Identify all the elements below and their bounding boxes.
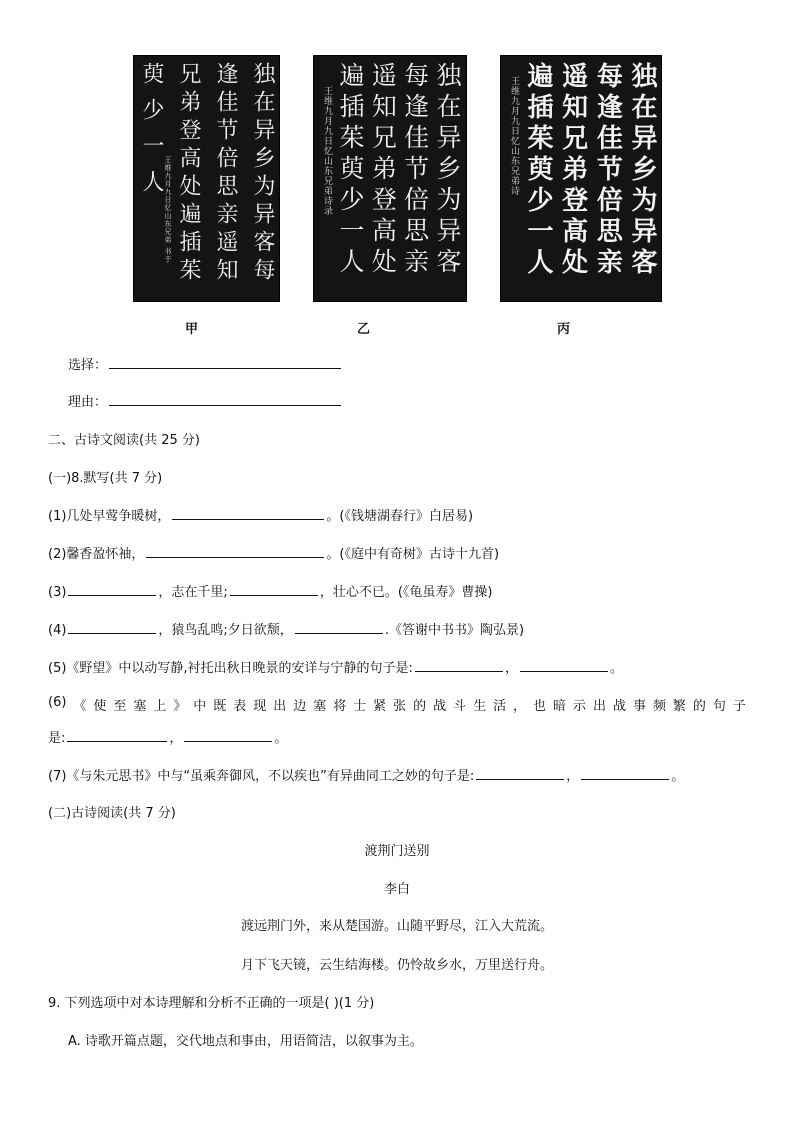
q8-6-char: 频 — [652, 699, 666, 714]
bing-column-2: 每逢佳节倍思亲 — [592, 62, 623, 279]
q8-6-char: 战 — [433, 699, 447, 714]
yi-signature: 王维九月九日忆山东兄弟诗录 — [322, 86, 332, 216]
q8-6-char: 现 — [253, 699, 267, 714]
q8-6-char: 中 — [193, 699, 207, 714]
q8-6-char: 塞 — [133, 699, 147, 714]
question-8-6-line1 — [48, 695, 746, 714]
subsection1-title: (一)8.默写(共 7 分) — [48, 471, 163, 486]
question-8-1 — [48, 505, 473, 524]
choice-blank[interactable] — [109, 354, 341, 369]
jia-column-1: 独在异乡为异客每 — [250, 62, 275, 286]
poem-line-1: 渡远荆门外，来从楚国游。山随平野尽，江入大荒流。 — [240, 919, 553, 934]
q8-7-comma: ， — [566, 769, 580, 784]
q8-6-char: 子 — [732, 699, 746, 714]
q8-2-source: 。(《庭中有奇树》古诗十九首) — [326, 547, 500, 562]
calligraphy-yi-image — [313, 55, 467, 302]
q8-6-comma: ， — [169, 731, 183, 746]
q8-6-char: 出 — [592, 699, 606, 714]
q8-6-char: 句 — [712, 699, 726, 714]
subsection2-title: (二)古诗阅读(共 7 分) — [48, 806, 176, 821]
q8-6-char: 上 — [153, 699, 167, 714]
question-8-2 — [48, 543, 499, 562]
poem-line-2: 月下飞天镜，云生结海楼。仍怜故乡水，万里送行舟。 — [240, 958, 553, 973]
question-8-4 — [48, 619, 524, 638]
caption-bing: 丙 — [557, 322, 571, 337]
q8-3-source: ，壮心不已。(《龟虽寿》曹操) — [319, 585, 493, 600]
choice-label: 选择： — [68, 358, 108, 373]
yi-column-2: 每逢佳节倍思亲 — [400, 62, 430, 279]
reason-label: 理由： — [68, 395, 108, 410]
q8-6-char: 至 — [113, 699, 127, 714]
choice-line — [68, 354, 343, 373]
question-8-3 — [48, 581, 492, 600]
bing-column-4: 遍插茱萸少一人 — [523, 62, 553, 279]
jia-column-3: 兄弟登高处遍插茱 — [176, 62, 201, 286]
q8-6-char: 紧 — [373, 699, 387, 714]
q8-6-char: 暗 — [553, 699, 567, 714]
question-8-6-line2 — [48, 727, 287, 746]
q8-6-char: 使 — [93, 699, 107, 714]
caption-yi: 乙 — [357, 322, 371, 337]
bing-signature: 王维九月九日忆山东兄弟诗 — [509, 76, 519, 196]
q8-5-comma: ， — [504, 661, 518, 676]
question-8-5 — [48, 657, 623, 676]
q8-5-blank-1[interactable] — [415, 657, 503, 672]
q8-6-char: 将 — [333, 699, 347, 714]
q8-6-char: 表 — [233, 699, 247, 714]
q8-6-char: 既 — [213, 699, 227, 714]
q8-5-period: 。 — [609, 661, 623, 676]
q8-3-blank-2[interactable] — [230, 581, 318, 596]
yi-column-4: 遍插茱萸少一人 — [336, 62, 365, 279]
yi-column-3: 遥知兄弟登高处 — [368, 62, 398, 279]
yi-column-1: 独在异乡为异客 — [432, 62, 462, 279]
q8-6-char: 战 — [612, 699, 626, 714]
q8-6-char: 》 — [173, 699, 187, 714]
q8-6-blank-1[interactable] — [67, 727, 167, 742]
q8-6-char: 张 — [393, 699, 407, 714]
q8-6-blank-2[interactable] — [184, 727, 272, 742]
q8-6-period: 。 — [274, 731, 288, 746]
q8-1-source: 。(《钱塘湖春行》白居易) — [326, 509, 474, 524]
q8-1-blank[interactable] — [172, 505, 324, 520]
q8-6-prefix: 是: — [48, 731, 66, 746]
q8-6-char: 出 — [273, 699, 287, 714]
q8-6-char: 塞 — [313, 699, 327, 714]
q8-6-char: 士 — [353, 699, 367, 714]
jia-signature: 王维九月九日忆山东兄弟 书于 — [164, 156, 172, 264]
jia-column-4: 萸少一人 — [139, 62, 164, 206]
q8-6-char: (6) — [48, 695, 67, 710]
q8-4-text: ，猿鸟乱鸣;夕日欲颓， — [158, 623, 293, 638]
q8-2-blank[interactable] — [146, 543, 324, 558]
question-8-7 — [48, 765, 684, 784]
q8-6-char: 也 — [533, 699, 547, 714]
q8-4-blank-1[interactable] — [68, 619, 156, 634]
q8-1-text: (1)几处早莺争暖树， — [48, 509, 171, 524]
reason-blank[interactable] — [109, 391, 341, 406]
q8-6-char: 示 — [573, 699, 587, 714]
q8-6-char: 《 — [73, 699, 87, 714]
q8-4-blank-2[interactable] — [295, 619, 383, 634]
q8-7-period: 。 — [671, 769, 685, 784]
q8-6-char: 的 — [413, 699, 427, 714]
question-9-stem: 9. 下列选项中对本诗理解和分析不正确的一项是( )(1 分) — [48, 996, 375, 1011]
q8-6-char: 活 — [493, 699, 507, 714]
q8-7-text: (7)《与朱元思书》中与“虽乘奔御风，不以疾也”有异曲同工之妙的句子是: — [48, 769, 475, 784]
q8-6-char: 边 — [293, 699, 307, 714]
q8-7-blank-2[interactable] — [581, 765, 669, 780]
caption-jia: 甲 — [185, 322, 199, 337]
q8-5-blank-2[interactable] — [520, 657, 608, 672]
bing-column-3: 遥知兄弟登高处 — [557, 62, 588, 279]
q8-6-char: 斗 — [453, 699, 467, 714]
q8-3-text: ，志在千里; — [158, 585, 228, 600]
section2-title: 二、古诗文阅读(共 25 分) — [48, 433, 200, 448]
q8-7-blank-1[interactable] — [476, 765, 564, 780]
q8-6-char: ， — [513, 699, 527, 714]
reason-line — [68, 391, 343, 410]
jia-column-2: 逢佳节倍思亲遥知 — [213, 62, 238, 286]
q8-3-number: (3) — [48, 585, 67, 600]
q8-3-blank-1[interactable] — [68, 581, 156, 596]
poem-author: 李白 — [383, 882, 410, 897]
q8-6-char: 事 — [632, 699, 646, 714]
q8-6-char: 繁 — [672, 699, 686, 714]
calligraphy-bing-image — [500, 55, 662, 302]
calligraphy-jia-image — [133, 55, 280, 302]
q8-5-text: (5)《野望》中以动写静,衬托出秋日晚景的安详与宁静的句子是: — [48, 661, 413, 676]
bing-column-1: 独在异乡为异客 — [626, 62, 657, 279]
q8-4-number: (4) — [48, 623, 67, 638]
q8-6-char: 生 — [473, 699, 487, 714]
question-9-option-a: A. 诗歌开篇点题，交代地点和事由，用语简洁，以叙事为主。 — [68, 1034, 423, 1049]
poem-title: 渡荆门送别 — [364, 844, 430, 859]
q8-4-source: .《答谢中书书》陶弘景) — [384, 623, 525, 638]
q8-6-char: 的 — [692, 699, 706, 714]
q8-2-text: (2)馨香盈怀袖， — [48, 547, 145, 562]
